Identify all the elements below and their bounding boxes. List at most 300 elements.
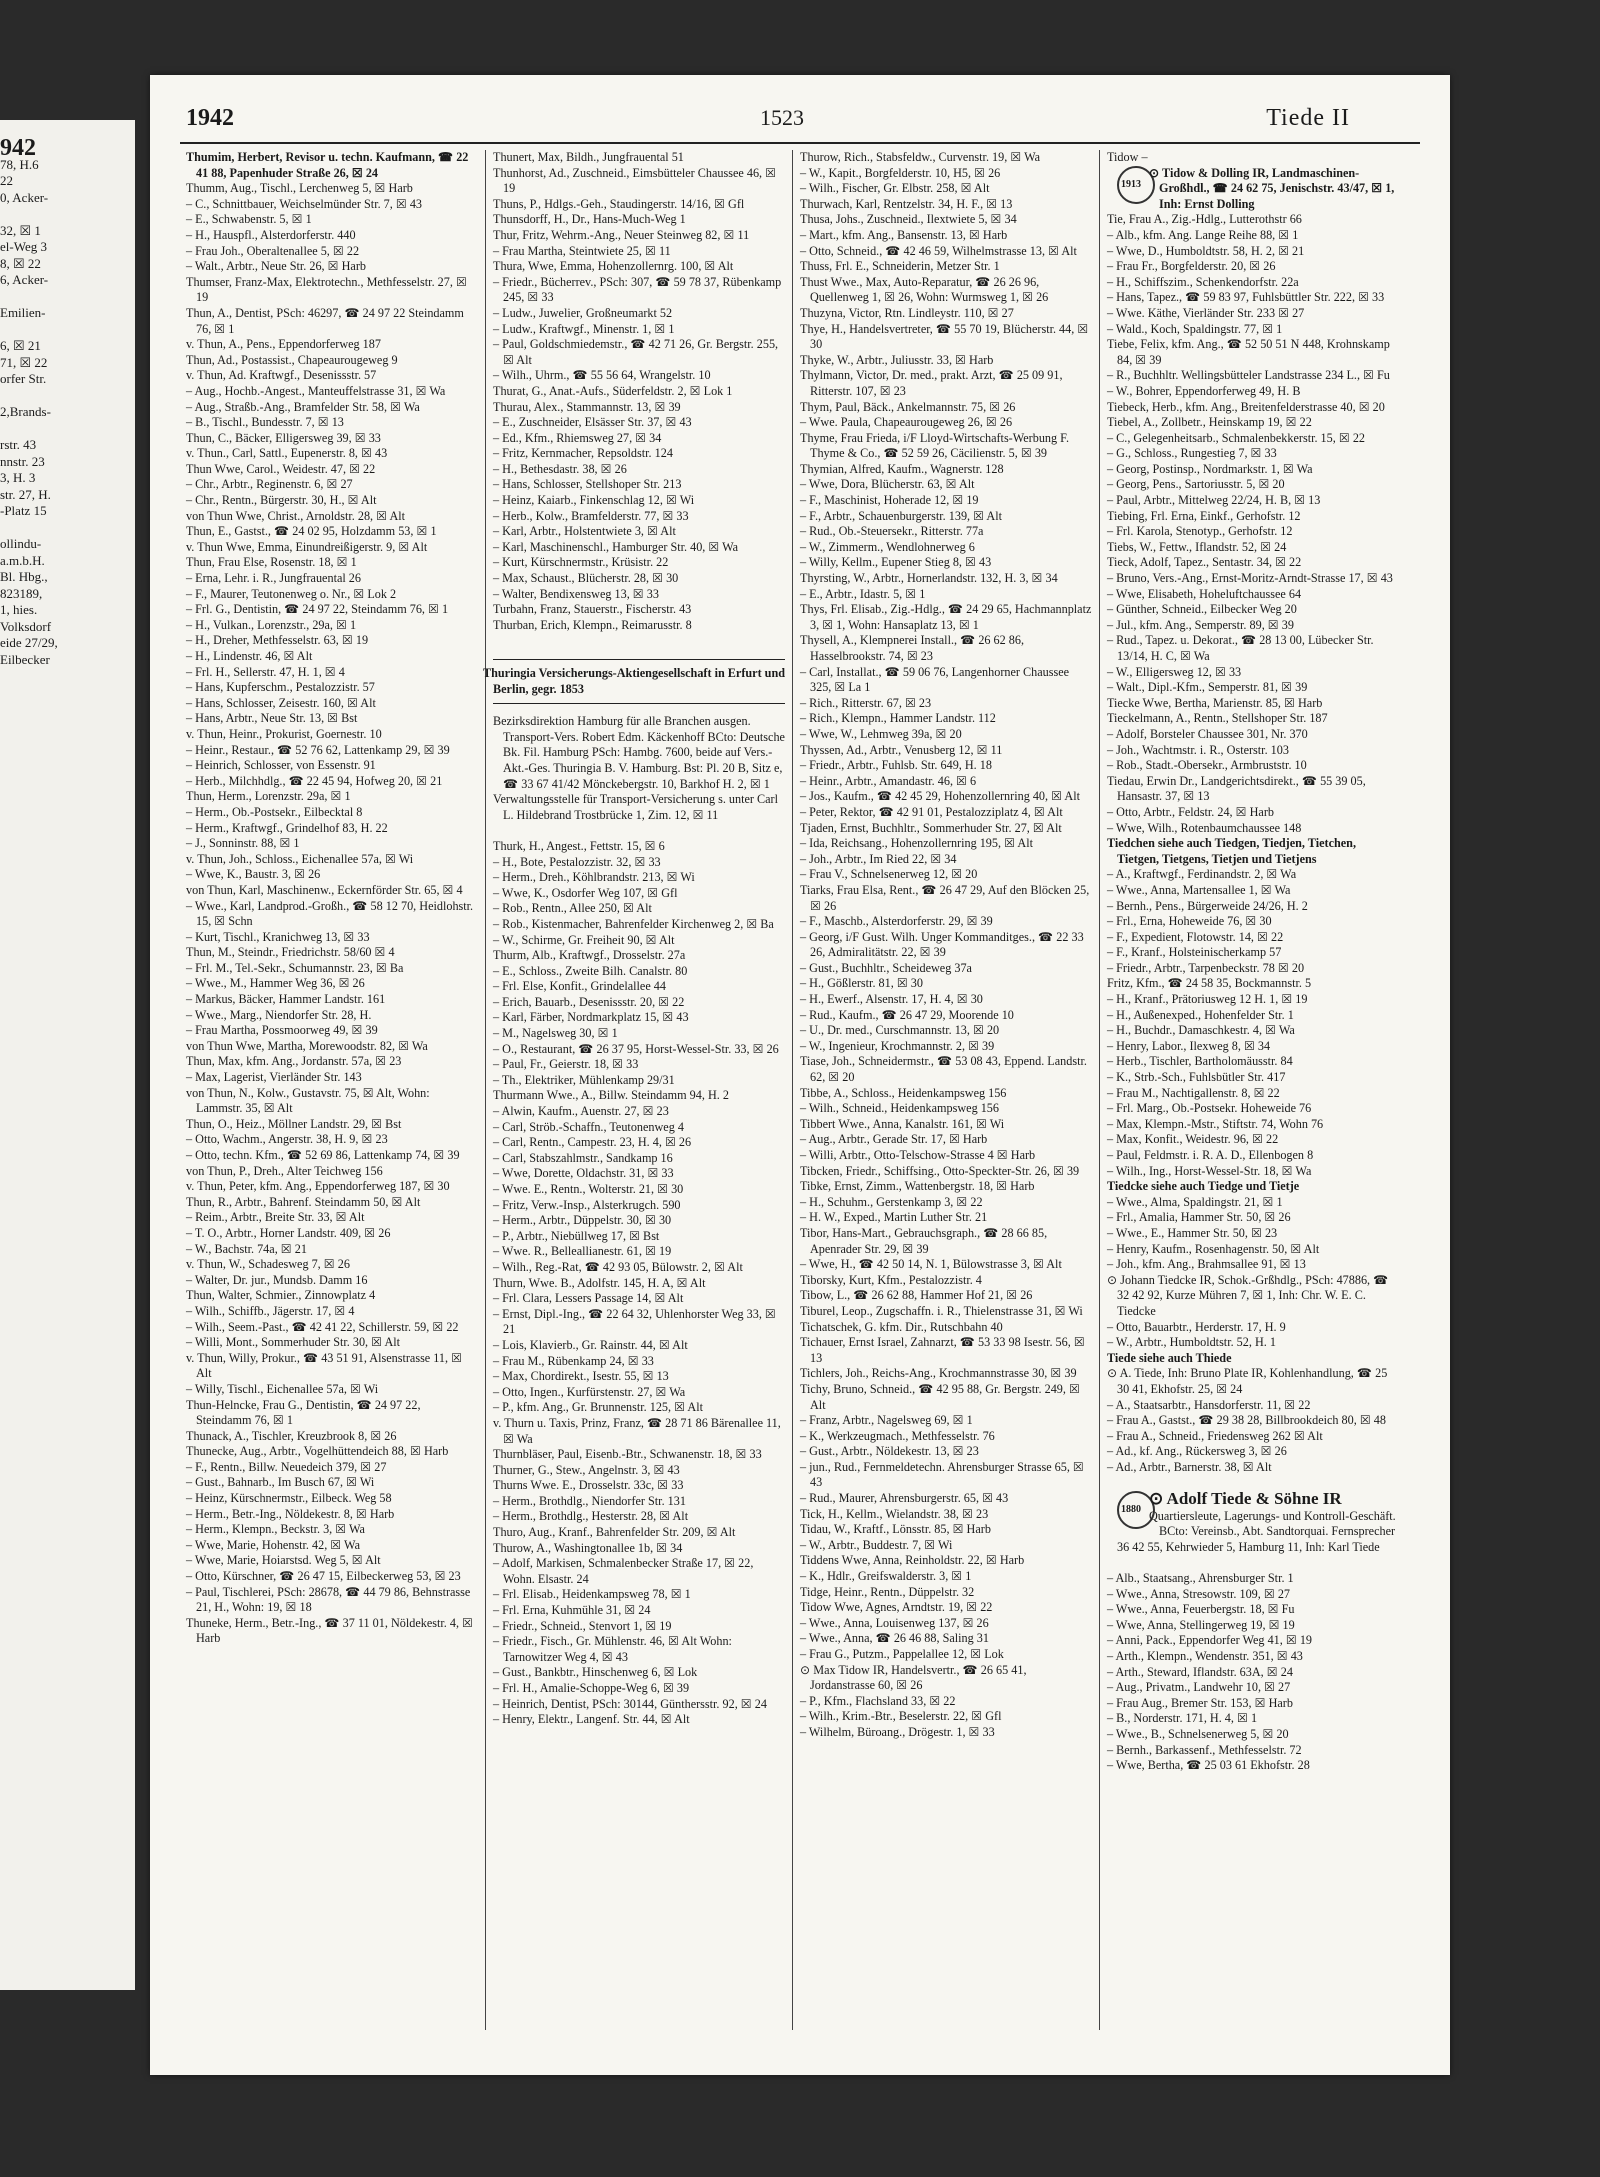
directory-entry: – Wwe, Dorette, Oldachstr. 31, ☒ 33 bbox=[493, 1166, 674, 1181]
directory-entry: – Frl. H., Sellerstr. 47, H. 1, ☒ 4 bbox=[186, 664, 345, 679]
directory-entry: – Gust., Bahnarb., Im Busch 67, ☒ Wi bbox=[186, 1475, 375, 1490]
directory-entry: – Walter, Bendixensweg 13, ☒ 33 bbox=[493, 586, 659, 601]
directory-entry: – Herm., Brothdlg., Niendorfer Str. 131 bbox=[493, 1493, 686, 1508]
directory-entry: – W., Arbtr., Humboldtstr. 52, H. 1 bbox=[1107, 1335, 1276, 1350]
directory-entry: – B., Tischl., Bundesstr. 7, ☒ 13 bbox=[186, 415, 344, 430]
column-divider bbox=[1099, 150, 1100, 2030]
directory-entry: – Rob., Rentn., Allee 250, ☒ Alt bbox=[493, 901, 652, 916]
directory-entry: – Rud., Ob.-Steuersekr., Ritterstr. 77a bbox=[800, 524, 984, 539]
directory-entry: – Wilh., Seem.-Past., ☎ 42 41 22, Schillerstr. 59, ☒ 22 bbox=[186, 1319, 459, 1334]
directory-entry: Thyke, W., Arbtr., Juliusstr. 33, ☒ Harb bbox=[800, 352, 994, 367]
directory-entry: – Rich., Klempn., Hammer Landstr. 112 bbox=[800, 711, 996, 726]
directory-entry: – Frau Martha, Steintwiete 25, ☒ 11 bbox=[493, 243, 671, 258]
directory-entry: Tie, Frau A., Zig.-Hdlg., Lutterothstr 66 bbox=[1107, 212, 1302, 227]
previous-page-line: 6, Acker- bbox=[0, 272, 49, 287]
directory-entry: von Thun, N., Kolw., Gustavstr. 75, ☒ Alt, Wohn: Lammstr. 35, ☒ Alt bbox=[186, 1085, 430, 1116]
directory-entry: – Ed., Kfm., Rhiemsweg 27, ☒ 34 bbox=[493, 430, 662, 445]
directory-entry: – F., Arbtr., Schauenburgerstr. 139, ☒ Alt bbox=[800, 508, 1003, 523]
directory-entry: – Frl. Clara, Lessers Passage 14, ☒ Alt bbox=[493, 1291, 684, 1306]
directory-entry: – Wwe., B., Schnelsenerweg 5, ☒ 20 bbox=[1107, 1726, 1289, 1741]
directory-entry: Thurner, G., Stew., Angelnstr. 3, ☒ 43 bbox=[493, 1462, 680, 1477]
directory-entry: – Wilh., Uhrm., ☎ 55 56 64, Wrangelstr. 10 bbox=[493, 368, 711, 383]
directory-entry: – Otto, Kürschner, ☎ 26 47 15, Eilbeckerweg 53, ☒ 23 bbox=[186, 1569, 461, 1584]
directory-entry: Thun Wwe, Carol., Weidestr. 47, ☒ 22 bbox=[186, 461, 376, 476]
directory-entry: – Frl., Amalia, Hammer Str. 50, ☒ 26 bbox=[1107, 1210, 1291, 1225]
directory-entry: – Mart., kfm. Ang., Bansenstr. 13, ☒ Harb bbox=[800, 227, 1008, 242]
directory-entry: – H., Hauspfl., Alsterdorferstr. 440 bbox=[186, 227, 356, 242]
directory-entry: – Paul, Fr., Geierstr. 18, ☒ 33 bbox=[493, 1057, 639, 1072]
directory-entry: Thuzyna, Victor, Rtn. Lindleystr. 110, ☒ 27 bbox=[800, 305, 1014, 320]
directory-entry: v. Thun., Carl, Sattl., Eupenerstr. 8, ☒ 43 bbox=[186, 446, 388, 461]
directory-entry: – Paul, Arbtr., Mittelweg 22/24, H. B, ☒ 13 bbox=[1107, 493, 1321, 508]
directory-entry: Thun-Helncke, Frau G., Dentistin, ☎ 24 97 22, Steindamm 76, ☒ 1 bbox=[186, 1397, 421, 1428]
directory-entry: Thyrsting, W., Arbtr., Hornerlandstr. 132, H. 3, ☒ 34 bbox=[800, 571, 1058, 586]
previous-page-line: 71, ☒ 22 bbox=[0, 354, 48, 370]
header-rule bbox=[180, 142, 1420, 144]
directory-entry: – Peter, Rektor, ☎ 42 91 01, Pestalozziplatz 4, ☒ Alt bbox=[800, 804, 1063, 819]
directory-entry: – Frau Joh., Oberaltenallee 5, ☒ 22 bbox=[186, 243, 360, 258]
previous-page-line bbox=[0, 421, 135, 438]
directory-entry: Thunert, Max, Bildh., Jungfrauental 51 bbox=[493, 150, 684, 164]
directory-entry: Thura, Wwe, Emma, Hohenzollernrg. 100, ☒ Alt bbox=[493, 259, 734, 274]
previous-page-line: -Platz 15 bbox=[0, 503, 47, 518]
directory-entry: – Erna, Lehr. i. R., Jungfrauental 26 bbox=[186, 571, 361, 586]
page-number: 1523 bbox=[760, 105, 804, 130]
directory-entry: Thys, Frl. Elisab., Zig.-Hdlg., ☎ 24 29 65, Hachmannplatz 3, ☒ 1, Wohn: Hansaplatz 13, ☒ 1 bbox=[800, 602, 1092, 632]
directory-entry: – Aug., Privatm., Landwehr 10, ☒ 27 bbox=[1107, 1680, 1291, 1695]
directory-entry: – Wwe., Anna, Martensallee 1, ☒ Wa bbox=[1107, 882, 1291, 897]
directory-entry: Tidow Wwe, Agnes, Arndtstr. 19, ☒ 22 bbox=[800, 1600, 993, 1615]
directory-entry: – F., Maschb., Alsterdorferstr. 29, ☒ 39 bbox=[800, 914, 993, 929]
directory-entry: ⊙ A. Tiede, Inh: Bruno Plate IR, Kohlenhandlung, ☎ 25 30 41, Ekhofstr. 25, ☒ 24 bbox=[1107, 1366, 1388, 1396]
advertisement-block: Thuringia Versicherungs-Aktiengesellschaft in Erfurt und Berlin, gegr. 1853 bbox=[493, 659, 785, 704]
directory-entry: Tibbert Wwe., Anna, Kanalstr. 161, ☒ Wi bbox=[800, 1116, 1005, 1131]
directory-entry: Thunsdorff, H., Dr., Hans-Much-Weg 1 bbox=[493, 212, 686, 227]
directory-entry: – Wilh., Reg.-Rat, ☎ 42 93 05, Bülowstr. 2, ☒ Alt bbox=[493, 1259, 743, 1274]
directory-entry: Thurm, Alb., Kraftwgf., Drosselstr. 27a bbox=[493, 948, 686, 963]
directory-entry: – Frl., Erna, Hoheweide 76, ☒ 30 bbox=[1107, 914, 1272, 929]
directory-entry: – Wwe, Bertha, ☎ 25 03 61 Ekhofstr. 28 bbox=[1107, 1758, 1310, 1773]
directory-entry: Thumser, Franz-Max, Elektrotechn., Methfesselstr. 27, ☒ 19 bbox=[186, 274, 467, 305]
directory-entry: – K., Hdlr., Greifswalderstr. 3, ☒ 1 bbox=[800, 1569, 972, 1584]
directory-entry: v. Thun, Ad. Kraftwgf., Desenissstr. 57 bbox=[186, 368, 377, 383]
directory-entry: Tichlers, Joh., Reichs-Ang., Krochmannstrasse 30, ☒ 39 bbox=[800, 1366, 1077, 1381]
directory-column-4 bbox=[1107, 150, 1399, 1774]
directory-entry: – Heinrich, Dentist, PSch: 30144, Günthersstr. 92, ☒ 24 bbox=[493, 1696, 767, 1711]
directory-entry: – H., Schuhm., Gerstenkamp 3, ☒ 22 bbox=[800, 1194, 983, 1209]
directory-entry: – Chr., Arbtr., Reginenstr. 6, ☒ 27 bbox=[186, 477, 353, 492]
previous-page-line bbox=[0, 289, 135, 306]
previous-page-line: 1, hies. bbox=[0, 602, 38, 617]
directory-column-1 bbox=[186, 150, 478, 1647]
directory-entry: Thun, Max, kfm. Ang., Jordanstr. 57a, ☒ 23 bbox=[186, 1054, 402, 1069]
directory-entry: – Wwe, Elisabeth, Hoheluftchaussee 64 bbox=[1107, 586, 1302, 601]
directory-entry: – Wwe, Marie, Hohenstr. 42, ☒ Wa bbox=[186, 1537, 360, 1552]
directory-entry: – Otto, Arbtr., Feldstr. 24, ☒ Harb bbox=[1107, 804, 1274, 819]
directory-entry: Bezirksdirektion Hamburg für alle Branchen ausgen. Transport-Vers. Robert Edm. Käckenhoff BCto: Deutsche Bk. Fil. Hamburg PSch: Hambg. 7600, beide auf Vers.-Akt.-Ges. Thuringia B. V. Hamburg. Bst: Pl. 20 B, Sitz e, ☎ 33 67 41/42 Mönckebergstr. 10, Barkhof H. 2, ☒ 1 bbox=[493, 714, 785, 791]
directory-entry: Tichatschek, G. kfm. Dir., Rutschbahn 40 bbox=[800, 1319, 1003, 1334]
directory-entry: – Jul., kfm. Ang., Semperstr. 89, ☒ 39 bbox=[1107, 617, 1294, 632]
directory-entry: – Frau Aug., Bremer Str. 153, ☒ Harb bbox=[1107, 1695, 1293, 1710]
directory-entry: Tibow, L., ☎ 26 62 88, Hammer Hof 21, ☒ 26 bbox=[800, 1288, 1033, 1303]
directory-entry: v. Thun, Peter, kfm. Ang., Eppendorferweg 187, ☒ 30 bbox=[186, 1179, 450, 1194]
previous-page-line bbox=[0, 388, 135, 405]
previous-page-line: str. 27, H. bbox=[0, 486, 51, 502]
previous-page-line: 3, H. 3 bbox=[0, 470, 36, 485]
directory-entry: – Arth., Steward, Iflandstr. 63A, ☒ 24 bbox=[1107, 1664, 1293, 1679]
directory-entry: – Willi, Arbtr., Otto-Telschow-Strasse 4 ☒ Harb bbox=[800, 1148, 1036, 1162]
directory-entry: Tiedau, Erwin Dr., Landgerichtsdirekt., ☎ 55 39 05, Hansastr. 37, ☒ 13 bbox=[1107, 773, 1366, 804]
directory-entry: – Aug., Straßb.-Ang., Bramfelder Str. 58, ☒ Wa bbox=[186, 399, 420, 414]
directory-entry: Thunack, A., Tischler, Kreuzbrook 8, ☒ 26 bbox=[186, 1428, 397, 1443]
directory-entry: Thust Wwe., Max, Auto-Reparatur, ☎ 26 26 96, Quellenweg 1, ☒ 26, Wohn: Wurmsweg 1, ☒ 26 bbox=[800, 274, 1049, 305]
directory-entry: Tiddens Wwe, Anna, Reinholdstr. 22, ☒ Harb bbox=[800, 1553, 1025, 1568]
directory-entry: – P., Arbtr., Niebüllweg 17, ☒ Bst bbox=[493, 1228, 660, 1243]
directory-entry: Tidow – bbox=[1107, 150, 1148, 164]
directory-entry: – Wilh., Schiffb., Jägerstr. 17, ☒ 4 bbox=[186, 1303, 355, 1318]
directory-entry: – Heinrich, Schlosser, von Essenstr. 91 bbox=[186, 758, 376, 773]
directory-entry: Quartiersleute, Lagerungs- und Kontroll-Geschäft. BCto: Vereinsb., Abt. Sandtorquai. Fernsprecher 36 42 55, Kehrwieder 5, Hamburg 11, Inh: Karl Tiede bbox=[1117, 1508, 1396, 1554]
founding-year-seal-icon: 1880 bbox=[1117, 1491, 1155, 1529]
directory-entry: – Wwe., E., Hammer Str. 50, ☒ 23 bbox=[1107, 1225, 1278, 1240]
running-title: Tiede II bbox=[1266, 105, 1350, 131]
directory-entry: – W., Zimmerm., Wendlohnerweg 6 bbox=[800, 539, 975, 554]
directory-entry: Tiebeck, Herb., kfm. Ang., Breitenfelderstrasse 40, ☒ 20 bbox=[1107, 399, 1385, 414]
entry-text: ⊙ Adolf Tiede & Söhne IR bbox=[1149, 1489, 1342, 1509]
directory-entry: – Henry, Elektr., Langenf. Str. 44, ☒ Alt bbox=[493, 1712, 690, 1727]
directory-entry: Tiebs, W., Fettw., Iflandstr. 52, ☒ 24 bbox=[1107, 539, 1287, 554]
directory-entry: – Herm., Brothdlg., Hesterstr. 28, ☒ Alt bbox=[493, 1509, 689, 1524]
directory-entry: – M., Nagelsweg 30, ☒ 1 bbox=[493, 1026, 618, 1041]
directory-entry: – H., Vulkan., Lorenzstr., 29a, ☒ 1 bbox=[186, 617, 357, 632]
directory-entry: – H., Dreher, Methfesselstr. 63, ☒ 19 bbox=[186, 633, 369, 648]
directory-entry: – Franz, Arbtr., Nagelsweg 69, ☒ 1 bbox=[800, 1413, 973, 1428]
directory-entry: – Wwe. R., Belleallianestr. 61, ☒ 19 bbox=[493, 1244, 672, 1259]
directory-entry: Thun, A., Dentist, PSch: 46297, ☎ 24 97 22 Steindamm 76, ☒ 1 bbox=[186, 305, 464, 336]
directory-entry: v. Thun, Heinr., Prokurist, Goernestr. 10 bbox=[186, 726, 382, 741]
directory-entry: – Wilhelm, Büroang., Drögestr. 1, ☒ 33 bbox=[800, 1724, 995, 1739]
directory-entry: Verwaltungsstelle für Transport-Versicherung s. unter Carl L. Hildebrand Trostbrücke 1, Zim. 12, ☒ 11 bbox=[493, 792, 778, 822]
directory-entry: – Max, Konfit., Weidestr. 96, ☒ 22 bbox=[1107, 1132, 1279, 1147]
directory-entry: – T. O., Arbtr., Horner Landstr. 409, ☒ 26 bbox=[186, 1225, 391, 1240]
directory-entry: v. Thun, A., Pens., Eppendorferweg 187 bbox=[186, 337, 381, 352]
directory-entry: – W., Elligersweg 12, ☒ 33 bbox=[1107, 664, 1242, 679]
previous-page-line: Emilien- bbox=[0, 305, 46, 320]
directory-entry: – Paul, Goldschmiedemstr., ☎ 42 71 26, Gr. Bergstr. 255, ☒ Alt bbox=[493, 337, 779, 367]
directory-entry: – Joh., Arbtr., Im Ried 22, ☒ 34 bbox=[800, 851, 957, 866]
directory-entry: – Frau A., Gastst., ☎ 29 38 28, Billbrookdeich 80, ☒ 48 bbox=[1107, 1413, 1386, 1428]
previous-page-line: eide 27/29, bbox=[0, 635, 58, 650]
directory-entry: – Herb., Kolw., Bramfelderstr. 77, ☒ 33 bbox=[493, 508, 689, 523]
directory-entry: – Herb., Milchhdlg., ☎ 22 45 94, Hofweg 20, ☒ 21 bbox=[186, 773, 443, 788]
directory-entry: – Frau M., Nachtigallenstr. 8, ☒ 22 bbox=[1107, 1085, 1280, 1100]
directory-entry: – Herb., Tischler, Bartholomäusstr. 84 bbox=[1107, 1054, 1293, 1069]
directory-entry: v. Thun, Willy, Prokur., ☎ 43 51 91, Alsenstrasse 11, ☒ Alt bbox=[186, 1350, 463, 1381]
directory-entry: Thym, Paul, Bäck., Ankelmannstr. 75, ☒ 26 bbox=[800, 399, 1016, 414]
directory-entry bbox=[1107, 1555, 1399, 1571]
previous-page-line: Bl. Hbg., bbox=[0, 569, 48, 584]
directory-entry: Tibbe, A., Schloss., Heidenkampsweg 156 bbox=[800, 1085, 1007, 1100]
directory-entry: Thurban, Erich, Klempn., Reimarusstr. 8 bbox=[493, 617, 692, 632]
directory-entry: Thyme, Frau Frieda, i/F Lloyd-Wirtschafts-Werbung F. Thyme & Co., ☎ 52 59 26, Cäcilienstr. 5, ☒ 39 bbox=[800, 430, 1070, 461]
directory-entry: – Carl, Installat., ☎ 59 06 76, Langenhorner Chaussee 325, ☒ La 1 bbox=[800, 664, 1070, 695]
directory-entry: – H., Außenexped., Hohenfelder Str. 1 bbox=[1107, 1007, 1294, 1022]
column-divider bbox=[485, 150, 486, 2030]
directory-entry: – W., Ingenieur, Krochmannstr. 2, ☒ 39 bbox=[800, 1038, 995, 1053]
directory-entry: Thuro, Aug., Kranf., Bahrenfelder Str. 209, ☒ Alt bbox=[493, 1525, 736, 1540]
directory-entry: – Kurt, Kürschnermstr., Krüsistr. 22 bbox=[493, 555, 669, 570]
directory-entry: von Thun, Karl, Maschinenw., Eckernförder Str. 65, ☒ 4 bbox=[186, 882, 463, 897]
directory-entry: Turbahn, Franz, Stauerstr., Fischerstr. 43 bbox=[493, 602, 692, 617]
directory-entry: – Wwe., Anna, Stresowstr. 109, ☒ 27 bbox=[1107, 1586, 1291, 1601]
directory-entry: – Herm., Kraftwgf., Grindelhof 83, H. 22 bbox=[186, 820, 388, 835]
directory-entry: – E., Schwabenstr. 5, ☒ 1 bbox=[186, 212, 312, 227]
directory-entry: – Frl. Elisab., Heidenkampsweg 78, ☒ 1 bbox=[493, 1587, 691, 1602]
directory-entry: – C., Schnittbauer, Weichselmünder Str. 7, ☒ 43 bbox=[186, 196, 423, 211]
directory-entry: Thuns, P., Hdlgs.-Geh., Staudingerstr. 14/16, ☒ Gfl bbox=[493, 196, 745, 211]
directory-entry: von Thun, P., Dreh., Alter Teichweg 156 bbox=[186, 1163, 383, 1178]
directory-entry: – Max, Lagerist, Vierländer Str. 143 bbox=[186, 1070, 362, 1085]
directory-column-3 bbox=[800, 150, 1092, 1741]
directory-entry: – Ad., Arbtr., Barnerstr. 38, ☒ Alt bbox=[1107, 1459, 1272, 1474]
directory-entry: – Karl, Arbtr., Holstentwiete 3, ☒ Alt bbox=[493, 524, 676, 539]
previous-page-line: Eilbecker bbox=[0, 651, 50, 667]
directory-entry: – Otto, Bauarbtr., Herderstr. 17, H. 9 bbox=[1107, 1319, 1286, 1334]
directory-entry: – Herm., Ob.-Postsekr., Eilbecktal 8 bbox=[186, 804, 363, 819]
directory-entry: – Hans, Kupferschm., Pestalozzistr. 57 bbox=[186, 680, 375, 695]
directory-entry: – Max, Schaust., Blücherstr. 28, ☒ 30 bbox=[493, 571, 679, 586]
directory-entry: v. Thurn u. Taxis, Prinz, Franz, ☎ 28 71 86 Bärenallee 11, ☒ Wa bbox=[493, 1415, 781, 1446]
directory-entry: Tiede siehe auch Thiede bbox=[1107, 1350, 1232, 1365]
directory-entry: Thuneke, Herm., Betr.-Ing., ☎ 37 11 01, Nöldekestr. 4, ☒ Harb bbox=[186, 1615, 473, 1646]
directory-entry bbox=[1107, 1489, 1399, 1516]
directory-entry: ⊙ Johann Tiedcke IR, Schok.-Grßhdlg., PSch: 47886, ☎ 32 42 92, Kurze Mühren 7, ☒ 1, Inh: Chr. W. E. C. Tiedcke bbox=[1107, 1272, 1389, 1318]
directory-entry: – Wwe. Käthe, Vierländer Str. 233 ☒ 27 bbox=[1107, 305, 1305, 320]
previous-page-line: 823189, bbox=[0, 585, 43, 601]
directory-entry: – Günther, Schneid., Eilbecker Weg 20 bbox=[1107, 602, 1297, 617]
directory-entry: Tiburel, Leop., Zugschaffn. i. R., Thielenstrasse 31, ☒ Wi bbox=[800, 1303, 1083, 1318]
directory-entry: Thun, Ad., Postassist., Chapeaurougeweg 9 bbox=[186, 352, 398, 367]
directory-entry: Thurnbläser, Paul, Eisenb.-Btr., Schwanenstr. 18, ☒ 33 bbox=[493, 1447, 762, 1462]
directory-entry: – Wwe., Marg., Niendorfer Str. 28, H. bbox=[186, 1007, 372, 1022]
directory-entry: – Carl, Stabszahlmstr., Sandkamp 16 bbox=[493, 1150, 673, 1165]
directory-entry: – Wwe. Paula, Chapeaurougeweg 26, ☒ 26 bbox=[800, 415, 1013, 430]
directory-entry: – Kurt, Tischl., Kranichweg 13, ☒ 33 bbox=[186, 929, 370, 944]
directory-entry: – F., Kranf., Holsteinischerkamp 57 bbox=[1107, 945, 1282, 960]
directory-entry: – Alb., Staatsang., Ahrensburger Str. 1 bbox=[1107, 1571, 1294, 1586]
directory-entry: – Bernh., Pens., Bürgerweide 24/26, H. 2 bbox=[1107, 898, 1308, 913]
directory-entry: – J., Sonninstr. 88, ☒ 1 bbox=[186, 836, 300, 851]
directory-entry: – Jos., Kaufm., ☎ 42 45 29, Hohenzollernring 40, ☒ Alt bbox=[800, 789, 1080, 804]
previous-page-year: 942 bbox=[0, 135, 36, 161]
directory-entry: – Willy, Tischl., Eichenallee 57a, ☒ Wi bbox=[186, 1381, 379, 1396]
directory-entry: Thun, R., Arbtr., Bahrenf. Steindamm 50, ☒ Alt bbox=[186, 1194, 421, 1209]
directory-entry: – Bernh., Barkassenf., Methfesselstr. 72 bbox=[1107, 1742, 1302, 1757]
directory-entry: – Bruno, Vers.-Ang., Ernst-Moritz-Arndt-Strasse 17, ☒ 43 bbox=[1107, 571, 1393, 586]
previous-page-line: rstr. 43 bbox=[0, 437, 37, 452]
previous-page-line: 6, ☒ 21 bbox=[0, 338, 41, 353]
directory-entry: – C., Gelegenheitsarb., Schmalenbekkerstr. 15, ☒ 22 bbox=[1107, 430, 1366, 445]
directory-entry: – Georg, Pens., Sartoriusstr. 5, ☒ 20 bbox=[1107, 477, 1285, 492]
directory-entry: – K., Strb.-Sch., Fuhlsbütler Str. 417 bbox=[1107, 1070, 1286, 1085]
previous-page-line: ollindu- bbox=[0, 536, 42, 551]
directory-entry: – Otto, Ingen., Kurfürstenstr. 27, ☒ Wa bbox=[493, 1384, 686, 1399]
directory-entry: – Otto, techn. Kfm., ☎ 52 69 86, Lattenkamp 74, ☒ 39 bbox=[186, 1148, 460, 1162]
directory-entry: Tidau, W., Kraftf., Lönsstr. 85, ☒ Harb bbox=[800, 1522, 991, 1537]
directory-entry: – Frl. Karola, Stenotyp., Gerhofstr. 12 bbox=[1107, 524, 1293, 539]
directory-entry: – F., Maurer, Teutonenweg o. Nr., ☒ Lok 2 bbox=[186, 586, 397, 601]
directory-entry: – Walter, Dr. jur., Mundsb. Damm 16 bbox=[186, 1272, 368, 1287]
directory-entry: Tiebel, A., Zollbetr., Heinskamp 19, ☒ 22 bbox=[1107, 415, 1312, 430]
directory-entry: Thurn, Wwe. B., Adolfstr. 145, H. A, ☒ Alt bbox=[493, 1275, 706, 1290]
directory-entry: – jun., Rud., Fernmeldetechn. Ahrensburger Strasse 65, ☒ 43 bbox=[800, 1459, 1084, 1490]
directory-entry: – G., Schloss., Rungestieg 7, ☒ 33 bbox=[1107, 446, 1277, 461]
directory-entry: – F., Expedient, Flotowstr. 14, ☒ 22 bbox=[1107, 929, 1284, 944]
directory-entry: – Wwe., M., Hammer Weg 36, ☒ 26 bbox=[186, 976, 365, 991]
directory-entry: – Erich, Bauarb., Desenissstr. 20, ☒ 22 bbox=[493, 994, 685, 1009]
directory-entry: – Heinr., Restaur., ☎ 52 76 62, Lattenkamp 29, ☒ 39 bbox=[186, 742, 450, 757]
directory-entry: Tiase, Joh., Schneidermstr., ☎ 53 08 43, Eppend. Landstr. 62, ☒ 20 bbox=[800, 1054, 1087, 1085]
directory-entry: – Wwe. E., Rentn., Wolterstr. 21, ☒ 30 bbox=[493, 1182, 684, 1196]
directory-entry: – Max, Chordirekt., Isestr. 55, ☒ 13 bbox=[493, 1369, 669, 1384]
page-header bbox=[150, 105, 1450, 139]
directory-entry: – Frau Martha, Possmoorweg 49, ☒ 39 bbox=[186, 1023, 378, 1038]
directory-column-2 bbox=[483, 150, 786, 1728]
directory-entry: – Herm., Dreh., Köhlbrandstr. 213, ☒ Wi bbox=[493, 870, 695, 885]
directory-entry: – A., Staatsarbtr., Hansdorferstr. 11, ☒ 22 bbox=[1107, 1397, 1311, 1412]
directory-entry: – Rob., Stadt.-Obersekr., Armbruststr. 10 bbox=[1107, 758, 1307, 773]
directory-entry: – Wilh., Schneid., Heidenkampsweg 156 bbox=[800, 1101, 999, 1116]
directory-entry: Thurau, Alex., Stammannstr. 13, ☒ 39 bbox=[493, 399, 681, 414]
directory-entry: – Walt., Dipl.-Kfm., Semperstr. 81, ☒ 39 bbox=[1107, 680, 1308, 695]
directory-entry: von Thun Wwe, Martha, Morewoodstr. 82, ☒ Wa bbox=[186, 1038, 428, 1053]
directory-entry: – Walt., Arbtr., Neue Str. 26, ☒ Harb bbox=[186, 259, 366, 274]
directory-entry: Tichauer, Ernst Israel, Zahnarzt, ☎ 53 33 98 Isestr. 56, ☒ 13 bbox=[800, 1335, 1085, 1365]
directory-entry: – Otto, Wachm., Angerstr. 38, H. 9, ☒ 23 bbox=[186, 1132, 388, 1147]
directory-entry: – Herm., Arbtr., Düppelstr. 30, ☒ 30 bbox=[493, 1213, 672, 1228]
directory-entry: Tick, H., Kellm., Wielandstr. 38, ☒ 23 bbox=[800, 1506, 989, 1521]
directory-entry: – W., Bachstr. 74a, ☒ 21 bbox=[186, 1241, 307, 1256]
directory-entry: – Wwe, H., ☎ 42 50 14, N. 1, Bülowstrasse 3, ☒ Alt bbox=[800, 1257, 1062, 1272]
directory-entry: – Anni, Pack., Eppendorfer Weg 41, ☒ 19 bbox=[1107, 1633, 1313, 1648]
previous-page-line: el-Weg 3 bbox=[0, 239, 47, 254]
directory-entry: – Georg, Postinsp., Nordmarkstr. 1, ☒ Wa bbox=[1107, 461, 1313, 476]
directory-entry: – H., Schiffszim., Schenkendorfstr. 22a bbox=[1107, 274, 1299, 289]
directory-entry: – Carl, Ströb.-Schaffn., Teutonenweg 4 bbox=[493, 1119, 684, 1134]
previous-page-line: 2,Brands- bbox=[0, 404, 51, 419]
directory-entry: – Wwe, W., Lehmweg 39a, ☒ 20 bbox=[800, 726, 962, 741]
directory-entry: v. Thun, Joh., Schloss., Eichenallee 57a, ☒ Wi bbox=[186, 851, 414, 866]
directory-entry: – Frl. G., Dentistin, ☎ 24 97 22, Steindamm 76, ☒ 1 bbox=[186, 602, 449, 617]
directory-entry: von Thun Wwe, Christ., Arnoldstr. 28, ☒ Alt bbox=[186, 508, 406, 523]
directory-entry: Tieckelmann, A., Rentn., Stellshoper Str. 187 bbox=[1107, 711, 1328, 726]
directory-entry: Tiarks, Frau Elsa, Rent., ☎ 26 47 29, Auf den Blöcken 25, ☒ 26 bbox=[800, 882, 1090, 913]
directory-entry: Thusa, Johs., Zuschneid., Ilextwiete 5, ☒ 34 bbox=[800, 212, 1017, 227]
directory-entry: – Ludw., Kraftwgf., Minenstr. 1, ☒ 1 bbox=[493, 321, 675, 336]
directory-entry: – Otto, Schneid., ☎ 42 46 59, Wilhelmstrasse 13, ☒ Alt bbox=[800, 243, 1077, 258]
directory-entry: – Markus, Bäcker, Hammer Landstr. 161 bbox=[186, 992, 386, 1007]
directory-entry: – Wwe, K., Baustr. 3, ☒ 26 bbox=[186, 867, 321, 882]
directory-entry: Tibcken, Friedr., Schiffsing., Otto-Speckter-Str. 26, ☒ 39 bbox=[800, 1163, 1080, 1178]
directory-entry: – R., Buchhltr. Wellingsbütteler Landstrasse 234 L., ☒ Fu bbox=[1107, 368, 1390, 383]
directory-entry: – Heinr., Arbtr., Amandastr. 46, ☒ 6 bbox=[800, 773, 977, 788]
directory-entry: – Gust., Buchhltr., Scheideweg 37a bbox=[800, 960, 972, 975]
directory-entry: Fritz, Kfm., ☎ 24 58 35, Bockmannstr. 5 bbox=[1107, 976, 1312, 991]
directory-entry: – Gust., Bankbtr., Hinschenweg 6, ☒ Lok bbox=[493, 1665, 698, 1680]
directory-entry: – Fritz, Kernmacher, Repsoldstr. 124 bbox=[493, 446, 673, 461]
directory-entry: – Joh., Wachtmstr. i. R., Osterstr. 103 bbox=[1107, 742, 1289, 757]
directory-entry: – H., Ewerf., Alsenstr. 17, H. 4, ☒ 30 bbox=[800, 992, 983, 1007]
directory-entry: – Frau M., Rübenkamp 24, ☒ 33 bbox=[493, 1353, 654, 1368]
directory-entry: – W., Kapit., Borgfelderstr. 10, H5, ☒ 26 bbox=[800, 165, 1001, 180]
directory-entry: Tiebe, Felix, kfm. Ang., ☎ 52 50 51 N 448, Krohnskamp 84, ☒ 39 bbox=[1107, 337, 1390, 367]
directory-entry: Tiedchen siehe auch Tiedgen, Tiedjen, Tietchen, Tietgen, Tietgens, Tietjen und Tietjens bbox=[1107, 836, 1356, 866]
directory-entry: – Frau V., Schnelsenerweg 12, ☒ 20 bbox=[800, 867, 978, 882]
directory-entry: Thunecke, Aug., Arbtr., Vogelhüttendeich 88, ☒ Harb bbox=[186, 1444, 449, 1459]
directory-entry: – Th., Elektriker, Mühlenkamp 29/31 bbox=[493, 1072, 675, 1087]
directory-entry: – O., Restaurant, ☎ 26 37 95, Horst-Wessel-Str. 33, ☒ 26 bbox=[493, 1041, 779, 1056]
directory-entry: – Wilh., Ing., Horst-Wessel-Str. 18, ☒ Wa bbox=[1107, 1163, 1312, 1178]
directory-entry: – Paul, Tischlerei, PSch: 28678, ☎ 44 79 86, Behnstrasse 21, H., Wohn: 19, ☒ 18 bbox=[186, 1584, 471, 1615]
directory-entry: – Paul, Feldmstr. i. R. A. D., Ellenbogen 8 bbox=[1107, 1148, 1314, 1162]
directory-entry: Tidge, Heinr., Rentn., Düppelstr. 32 bbox=[800, 1584, 975, 1599]
entry-text: ⊙ Tidow & Dolling IR, Landmaschinen-Großhdl., ☎ 24 62 75, Jenischstr. 43/47, ☒ 1, Inh: Ernst Dolling bbox=[1149, 165, 1395, 211]
directory-entry: Tiedcke siehe auch Tiedge und Tietje bbox=[1107, 1179, 1300, 1194]
directory-entry: – Max, Klempn.-Mstr., Stiftstr. 74, Wohn 76 bbox=[1107, 1116, 1324, 1131]
previous-page-line: a.m.b.H. bbox=[0, 552, 45, 568]
directory-entry bbox=[493, 633, 785, 649]
previous-page-line: 78, H.6 bbox=[0, 156, 39, 172]
directory-entry: Thurk, H., Angest., Fettstr. 15, ☒ 6 bbox=[493, 838, 665, 853]
directory-entry: – Frau Fr., Borgfelderstr. 20, ☒ 26 bbox=[1107, 259, 1276, 274]
directory-entry: – Frl. Else, Konfit., Grindelallee 44 bbox=[493, 979, 666, 994]
directory-entry: – Heinz, Kaiarb., Finkenschlag 12, ☒ Wi bbox=[493, 493, 695, 508]
previous-page-line: 22 bbox=[0, 173, 13, 188]
previous-page-line bbox=[0, 520, 135, 537]
directory-entry: – Friedr., Bücherrev., PSch: 307, ☎ 59 78 37, Rübenkamp 245, ☒ 33 bbox=[493, 274, 782, 305]
directory-entry: – Wwe, Anna, Stellingerweg 19, ☒ 19 bbox=[1107, 1617, 1295, 1632]
directory-entry: – F., Rentn., Billw. Neuedeich 379, ☒ 27 bbox=[186, 1459, 387, 1474]
directory-entry: – Willi, Mont., Sommerhuder Str. 30, ☒ Alt bbox=[186, 1335, 401, 1350]
directory-entry: – Wwe., Alma, Spaldingstr. 21, ☒ 1 bbox=[1107, 1194, 1283, 1209]
directory-entry: Thurow, A., Washingtonallee 1b, ☒ 34 bbox=[493, 1540, 683, 1555]
directory-entry: – Aug., Arbtr., Gerade Str. 17, ☒ Harb bbox=[800, 1132, 988, 1147]
previous-page-line bbox=[0, 206, 135, 223]
directory-entry: Thun, C., Bäcker, Elligersweg 39, ☒ 33 bbox=[186, 430, 381, 445]
directory-entry: – Henry, Labor., Ilexweg 8, ☒ 34 bbox=[1107, 1038, 1271, 1053]
directory-entry: Thun, Herm., Lorenzstr. 29a, ☒ 1 bbox=[186, 789, 351, 804]
directory-entry: Thurns Wwe. E., Drosselstr. 33c, ☒ 33 bbox=[493, 1478, 684, 1493]
directory-entry: Tjaden, Ernst, Buchhltr., Sommerhuder Str. 27, ☒ Alt bbox=[800, 820, 1062, 835]
directory-entry: – F., Maschinist, Hoherade 12, ☒ 19 bbox=[800, 493, 979, 508]
directory-entry: – Frl. Marg., Ob.-Postsekr. Hoheweide 76 bbox=[1107, 1101, 1312, 1116]
directory-entry: – U., Dr. med., Curschmannstr. 13, ☒ 20 bbox=[800, 1023, 1000, 1038]
directory-entry: – Wwe, D., Humboldtstr. 58, H. 2, ☒ 21 bbox=[1107, 243, 1305, 258]
previous-page-line: 32, ☒ 1 bbox=[0, 222, 41, 238]
directory-entry: – Karl, Maschinenschl., Hamburger Str. 40, ☒ Wa bbox=[493, 539, 739, 554]
directory-entry: Thun, Frau Else, Rosenstr. 18, ☒ 1 bbox=[186, 555, 357, 570]
directory-entry: – H., Bethesdastr. 38, ☒ 26 bbox=[493, 461, 627, 476]
directory-entry: – Reim., Arbtr., Breite Str. 33, ☒ Alt bbox=[186, 1210, 365, 1225]
directory-entry: – Fritz, Verw.-Insp., Alsterkrugch. 590 bbox=[493, 1197, 681, 1212]
directory-entry: Thyssen, Ad., Arbtr., Venusberg 12, ☒ 11 bbox=[800, 742, 1003, 757]
directory-entry: – E., Schloss., Zweite Bilh. Canalstr. 80 bbox=[493, 963, 688, 978]
directory-entry: – Adolf, Borsteler Chaussee 301, Nr. 370 bbox=[1107, 726, 1308, 741]
previous-page-line: Volksdorf bbox=[0, 618, 52, 634]
directory-entry: – H., Kranf., Prätoriusweg 12 H. 1, ☒ 19 bbox=[1107, 992, 1308, 1007]
directory-entry: – Gust., Arbtr., Nöldekestr. 13, ☒ 23 bbox=[800, 1444, 979, 1459]
directory-entry bbox=[493, 823, 785, 839]
